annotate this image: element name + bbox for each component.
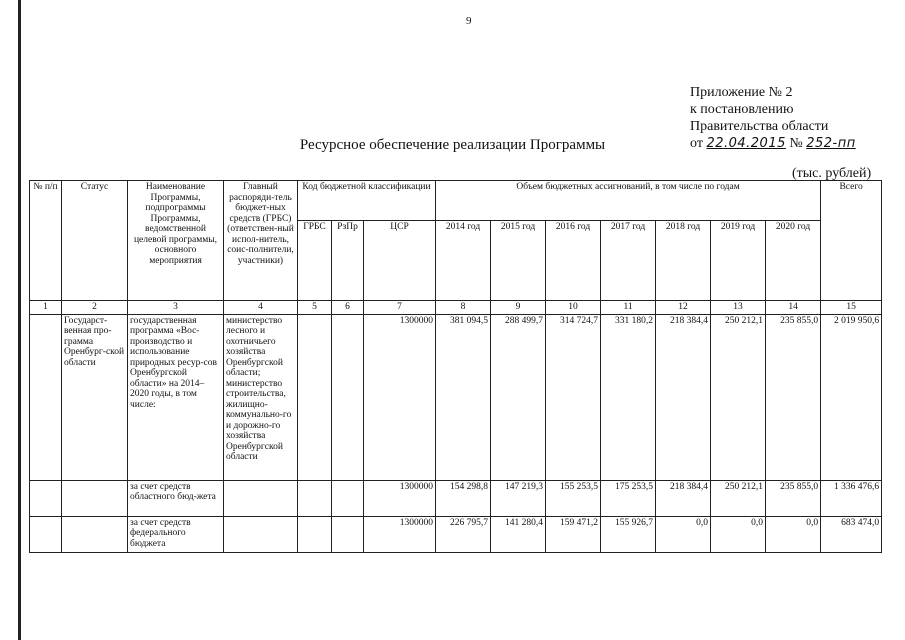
column-number: 10 — [546, 301, 601, 315]
document-title: Ресурсное обеспечение реализации Программы — [299, 137, 606, 153]
row-grbs-code — [298, 516, 332, 552]
row-year-value: 250 212,1 — [711, 314, 766, 480]
row-csr: 1300000 — [364, 314, 436, 480]
row-name: за счет средств областного бюд-жета — [128, 480, 224, 516]
row-year-value: 175 253,5 — [601, 480, 656, 516]
column-number: 5 — [298, 301, 332, 315]
column-number: 6 — [332, 301, 364, 315]
row-year-value: 314 724,7 — [546, 314, 601, 480]
table-row — [30, 480, 882, 516]
row-num — [30, 516, 62, 552]
header-status: Статус — [62, 181, 128, 301]
row-year-value: 381 094,5 — [436, 314, 491, 480]
column-number: 9 — [491, 301, 546, 315]
row-year-value: 331 180,2 — [601, 314, 656, 480]
handwritten-number: 252-пп — [806, 136, 856, 151]
column-number: 12 — [656, 301, 711, 315]
column-number: 13 — [711, 301, 766, 315]
row-num — [30, 314, 62, 480]
column-number: 3 — [128, 301, 224, 315]
header-num: № п/п — [30, 181, 62, 301]
header-name: Наименование Программы, подпрограммы Программы, ведомственной целевой программы, основного мероприятия — [128, 181, 224, 301]
column-number: 1 — [30, 301, 62, 315]
header-budget-code: Код бюджетной классификации — [298, 181, 436, 221]
row-status — [62, 480, 128, 516]
row-year-value: 235 855,0 — [766, 314, 821, 480]
row-total: 683 474,0 — [821, 516, 882, 552]
column-number-row — [30, 301, 882, 315]
header-year: 2019 год — [711, 221, 766, 301]
row-rzpr — [332, 314, 364, 480]
row-status: Государст-венная про-грамма Оренбург-ской области — [62, 314, 128, 480]
table-row — [30, 516, 882, 552]
row-year-value: 147 219,3 — [491, 480, 546, 516]
column-number: 11 — [601, 301, 656, 315]
column-number: 2 — [62, 301, 128, 315]
row-grbs-code — [298, 480, 332, 516]
header-year: 2018 год — [656, 221, 711, 301]
row-status — [62, 516, 128, 552]
row-csr: 1300000 — [364, 480, 436, 516]
column-number: 8 — [436, 301, 491, 315]
row-year-value: 155 253,5 — [546, 480, 601, 516]
row-grbs — [224, 516, 298, 552]
header-year: 2020 год — [766, 221, 821, 301]
row-grbs-code — [298, 314, 332, 480]
header-year: 2016 год — [546, 221, 601, 301]
header-grbs: Главный распоряди-тель бюджет-ных средств (ГРБС) (ответствен-ный испол-нитель, соис-полнители, участники) — [224, 181, 298, 301]
header-year: 2014 год — [436, 221, 491, 301]
row-grbs — [224, 480, 298, 516]
row-total: 1 336 476,6 — [821, 480, 882, 516]
row-year-value: 0,0 — [766, 516, 821, 552]
appendix-line-2: к постановлению — [690, 102, 794, 117]
header-year: 2017 год — [601, 221, 656, 301]
page-edge-bar — [18, 0, 21, 640]
row-grbs: министерство лесного и охотничьего хозяйства Оренбургской области; министерство строительства, жилищно-коммунально-го и дорожно-го хозяйства Оренбургской области — [224, 314, 298, 480]
header-total: Всего — [821, 181, 882, 301]
appendix-line-1: Приложение № 2 — [690, 85, 793, 100]
table-row — [30, 314, 882, 480]
column-number: 7 — [364, 301, 436, 315]
row-year-value: 155 926,7 — [601, 516, 656, 552]
row-year-value: 0,0 — [711, 516, 766, 552]
row-name: за счет средств федерального бюджета — [128, 516, 224, 552]
from-prefix: от — [690, 136, 703, 151]
row-year-value: 226 795,7 — [436, 516, 491, 552]
number-prefix: № — [789, 136, 803, 151]
row-year-value: 159 471,2 — [546, 516, 601, 552]
row-total: 2 019 950,6 — [821, 314, 882, 480]
column-number: 4 — [224, 301, 298, 315]
row-year-value: 154 298,8 — [436, 480, 491, 516]
row-year-value: 288 499,7 — [491, 314, 546, 480]
appendix-line-3: Правительства области — [690, 119, 829, 134]
row-year-value: 218 384,4 — [656, 480, 711, 516]
handwritten-date: 22.04.2015 — [706, 136, 786, 151]
resource-table — [29, 180, 882, 553]
row-num — [30, 480, 62, 516]
row-name: государственная программа «Вос-производство и использование природных ресур-сов Оренбургской области» на 2014–2020 годы, в том числе: — [128, 314, 224, 480]
header-year: 2015 год — [491, 221, 546, 301]
row-year-value: 141 280,4 — [491, 516, 546, 552]
header-volume: Объем бюджетных ассигнований, в том числе по годам — [436, 181, 821, 221]
column-number: 14 — [766, 301, 821, 315]
row-rzpr — [332, 516, 364, 552]
header-csr: ЦСР — [364, 221, 436, 301]
row-csr: 1300000 — [364, 516, 436, 552]
row-year-value: 218 384,4 — [656, 314, 711, 480]
header-row-1 — [30, 181, 882, 221]
units-label: (тыс. рублей) — [792, 166, 872, 181]
row-rzpr — [332, 480, 364, 516]
row-year-value: 235 855,0 — [766, 480, 821, 516]
column-number: 15 — [821, 301, 882, 315]
page-number: 9 — [466, 15, 472, 27]
row-year-value: 250 212,1 — [711, 480, 766, 516]
row-year-value: 0,0 — [656, 516, 711, 552]
header-grbs-short: ГРБС — [298, 221, 332, 301]
header-rzpr: РзПр — [332, 221, 364, 301]
